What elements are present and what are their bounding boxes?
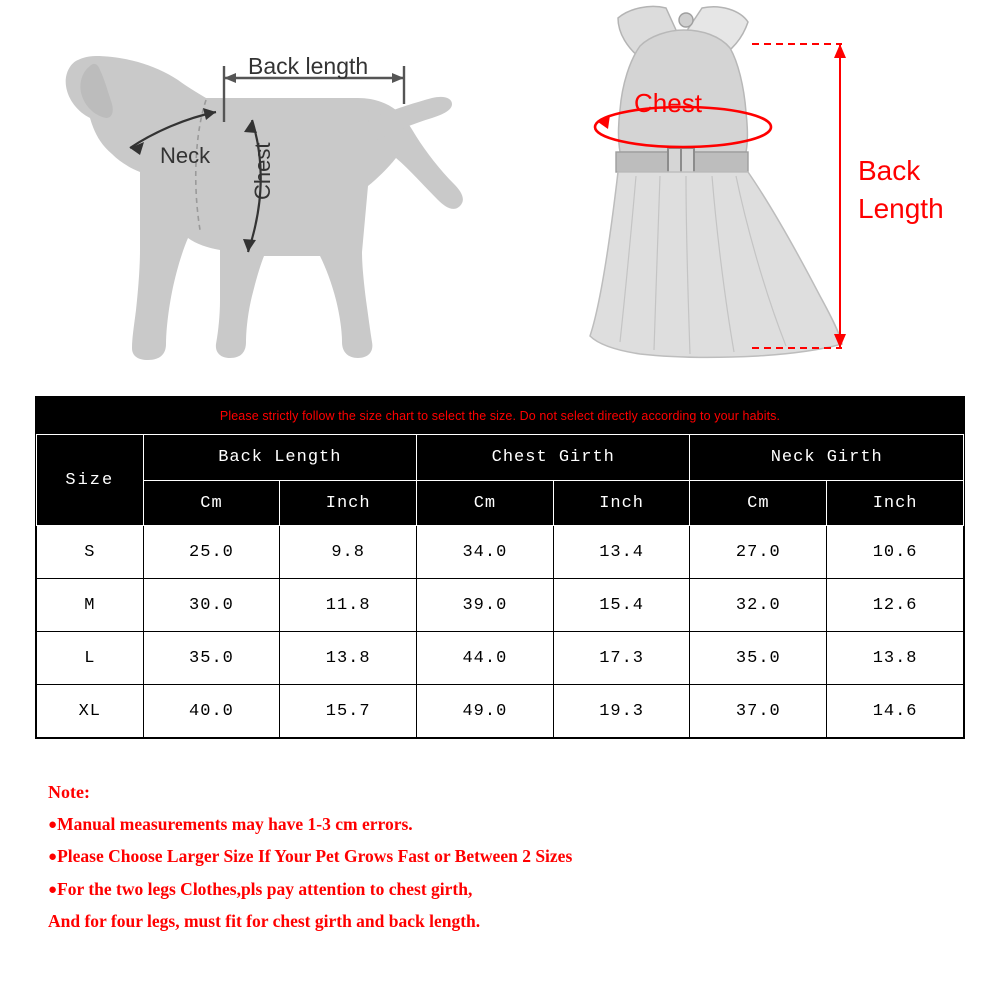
cell-neck-cm: 32.0 [690, 579, 827, 632]
cell-back-inch: 13.8 [280, 632, 417, 685]
note-text: For the two legs Clothes,pls pay attention to chest girth, [57, 878, 473, 899]
cell-neck-inch: 14.6 [827, 685, 964, 738]
table-row [37, 579, 964, 632]
header-unit-back-inch: Inch [280, 481, 417, 526]
note-text: Manual measurements may have 1-3 cm errors. [57, 814, 413, 834]
table-row [37, 526, 964, 579]
note-continuation: And for four legs, must fit for chest girth and back length. [48, 910, 481, 931]
cell-chest-inch: 15.4 [553, 579, 690, 632]
bullet-icon: ● [48, 817, 58, 833]
row-size: XL [37, 685, 144, 738]
dress-chest-label: Chest [634, 88, 702, 118]
size-chart-table [36, 434, 964, 738]
cell-chest-cm: 49.0 [417, 685, 554, 738]
cell-chest-inch: 17.3 [553, 632, 690, 685]
header-size: Size [37, 435, 144, 526]
note-item [48, 846, 968, 866]
header-group-neck-girth: Neck Girth [690, 435, 964, 481]
bullet-icon: ● [48, 881, 58, 898]
cell-back-inch: 9.8 [280, 526, 417, 579]
cell-chest-cm: 39.0 [417, 579, 554, 632]
table-row [37, 685, 964, 738]
header-unit-chest-inch: Inch [553, 481, 690, 526]
row-size: M [37, 579, 144, 632]
cell-back-cm: 35.0 [143, 632, 280, 685]
size-chart-notice: Please strictly follow the size chart to select the size. Do not select directly according to your habits. [36, 397, 964, 434]
dress-back-length-label-line1: Back [858, 155, 921, 186]
neck-label: Neck [160, 143, 211, 168]
cell-back-inch: 11.8 [280, 579, 417, 632]
measurement-diagrams [0, 0, 1000, 390]
cell-back-inch: 15.7 [280, 685, 417, 738]
cell-neck-cm: 27.0 [690, 526, 827, 579]
dog-measurement-diagram [20, 0, 490, 390]
row-size: L [37, 632, 144, 685]
cell-back-cm: 30.0 [143, 579, 280, 632]
header-unit-back-cm: Cm [143, 481, 280, 526]
header-unit-neck-cm: Cm [690, 481, 827, 526]
row-size: S [37, 526, 144, 579]
notes-title: Note: [48, 782, 90, 802]
chest-label: Chest [250, 142, 275, 200]
cell-neck-inch: 13.8 [827, 632, 964, 685]
cell-neck-cm: 37.0 [690, 685, 827, 738]
back-length-label: Back length [248, 53, 369, 79]
note-item [48, 814, 968, 834]
header-unit-neck-inch: Inch [827, 481, 964, 526]
cell-neck-inch: 10.6 [827, 526, 964, 579]
note-text: Please Choose Larger Size If Your Pet Grows Fast or Between 2 Sizes [57, 846, 573, 867]
cell-chest-inch: 19.3 [553, 685, 690, 738]
size-chart-table-container [35, 396, 965, 739]
header-group-back-length: Back Length [143, 435, 416, 481]
note-item [48, 879, 968, 899]
notes-section [48, 782, 968, 943]
dress-measurement-diagram [490, 0, 1000, 390]
dress-back-length-label-line2: Length [858, 193, 944, 224]
bullet-icon: ● [48, 849, 58, 866]
header-group-chest-girth: Chest Girth [417, 435, 690, 481]
header-unit-chest-cm: Cm [417, 481, 554, 526]
cell-chest-inch: 13.4 [553, 526, 690, 579]
table-row [37, 632, 964, 685]
cell-neck-inch: 12.6 [827, 579, 964, 632]
cell-chest-cm: 44.0 [417, 632, 554, 685]
cell-chest-cm: 34.0 [417, 526, 554, 579]
dog-dress-illustration [590, 6, 842, 357]
cell-back-cm: 40.0 [143, 685, 280, 738]
cell-back-cm: 25.0 [143, 526, 280, 579]
cell-neck-cm: 35.0 [690, 632, 827, 685]
